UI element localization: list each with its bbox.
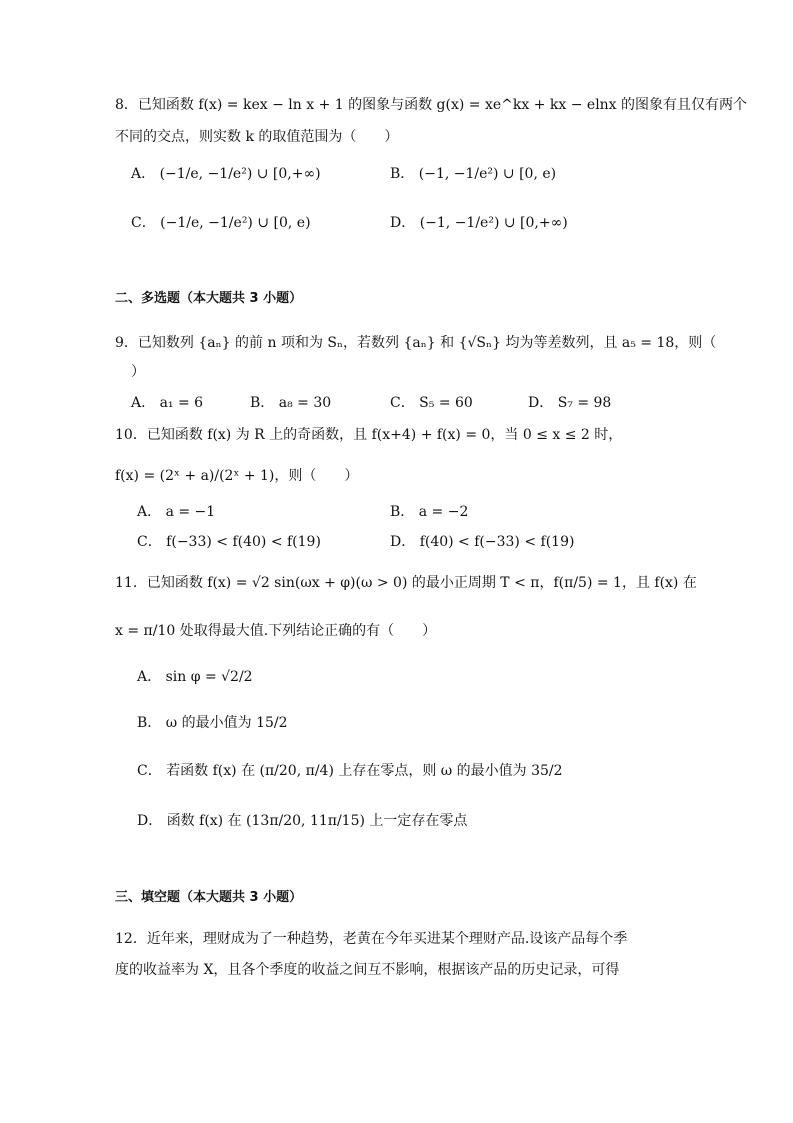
option-label: D． bbox=[528, 395, 554, 411]
q8-option-d bbox=[390, 211, 568, 235]
option-label: A． bbox=[131, 395, 156, 411]
option-text: (−1, −1/e²) ∪ [0,+∞) bbox=[419, 215, 568, 231]
option-text: a = −1 bbox=[165, 504, 216, 520]
option-label: A． bbox=[137, 669, 162, 685]
option-label: C． bbox=[137, 763, 162, 779]
option-text: ω 的最小值为 15/2 bbox=[165, 715, 288, 731]
option-label: D． bbox=[137, 813, 163, 829]
q11-stem-line1: 11．已知函数 f(x) = √2 sin(ωx + φ)(ω > 0) 的最小正周期 T < π，f(π/5) = 1，且 f(x) 在 bbox=[115, 575, 697, 591]
option-label: C． bbox=[390, 395, 415, 411]
q11-option-b bbox=[137, 711, 288, 735]
q9-stem-line2: ） bbox=[131, 364, 145, 380]
option-text: f(40) < f(−33) < f(19) bbox=[419, 534, 575, 550]
option-text: 函数 f(x) 在 (13π/20, 11π/15) 上一定存在零点 bbox=[166, 813, 468, 829]
q11-stem-line2: x = π/10 处取得最大值.下列结论正确的有（ ） bbox=[115, 623, 437, 639]
q8-option-b bbox=[390, 162, 556, 186]
option-label: B． bbox=[137, 715, 162, 731]
option-label: B． bbox=[390, 504, 415, 520]
q9-option-d bbox=[528, 391, 611, 415]
q10-option-d bbox=[390, 530, 574, 554]
q8-stem-line2: 不同的交点，则实数 k 的取值范围为（ ） bbox=[115, 129, 399, 145]
option-text: S₅ = 60 bbox=[419, 395, 473, 411]
option-text: f(−33) < f(40) < f(19) bbox=[166, 534, 321, 550]
q10-option-c bbox=[137, 530, 321, 554]
option-text: a₁ = 6 bbox=[159, 395, 204, 411]
q9-option-c bbox=[390, 391, 473, 415]
q10-stem-line2: f(x) = (2ˣ + a)/(2ˣ + 1)，则（ ） bbox=[115, 468, 359, 484]
q10-stem-line1: 10．已知函数 f(x) 为 R 上的奇函数，且 f(x+4) + f(x) = 0，当 0 ≤ x ≤ 2 时， bbox=[115, 427, 623, 443]
option-text: 若函数 f(x) 在 (π/20, π/4) 上存在零点，则 ω 的最小值为 35/2 bbox=[166, 763, 563, 779]
q12-stem-line2: 度的收益率为 X，且各个季度的收益之间互不影响，根据该产品的历史记录，可得 bbox=[115, 962, 620, 978]
q10-option-b bbox=[390, 500, 468, 524]
option-label: A． bbox=[137, 504, 162, 520]
option-label: A． bbox=[131, 166, 156, 182]
option-label: C． bbox=[131, 215, 156, 231]
q11-option-c bbox=[137, 759, 563, 783]
option-label: B． bbox=[250, 395, 275, 411]
option-label: C． bbox=[137, 534, 162, 550]
q12-stem-line1: 12．近年来，理财成为了一种趋势，老黄在今年买进某个理财产品.设该产品每个季 bbox=[115, 931, 628, 947]
q9-option-b bbox=[250, 391, 331, 415]
q8-stem-line1: 8．已知函数 f(x) = kex − ln x + 1 的图象与函数 g(x) = xe^kx + kx − elnx 的图象有且仅有两个 bbox=[115, 97, 748, 113]
q8-option-a bbox=[131, 162, 321, 186]
option-label: D． bbox=[390, 215, 416, 231]
option-label: B． bbox=[390, 166, 415, 182]
section-multiple-choice-heading: 二、多选题（本大题共 3 小题） bbox=[115, 291, 303, 306]
option-text: S₇ = 98 bbox=[557, 395, 612, 411]
option-text: sin φ = √2/2 bbox=[165, 669, 253, 685]
q11-option-d bbox=[137, 809, 467, 833]
q8-option-c bbox=[131, 211, 311, 235]
option-text: (−1/e, −1/e²) ∪ [0, e) bbox=[160, 215, 311, 231]
section-fill-in-heading: 三、填空题（本大题共 3 小题） bbox=[115, 890, 303, 905]
option-text: (−1, −1/e²) ∪ [0, e) bbox=[418, 166, 557, 182]
option-text: (−1/e, −1/e²) ∪ [0,+∞) bbox=[159, 166, 321, 182]
q9-option-a bbox=[131, 391, 203, 415]
q11-option-a bbox=[137, 665, 253, 689]
option-label: D． bbox=[390, 534, 416, 550]
q9-stem-line1: 9．已知数列 {aₙ} 的前 n 项和为 Sₙ，若数列 {aₙ} 和 {√Sₙ} 均为等差数列，且 a₅ = 18，则（ bbox=[115, 335, 717, 351]
q10-option-a bbox=[137, 500, 215, 524]
option-text: a = −2 bbox=[418, 504, 469, 520]
option-text: a₈ = 30 bbox=[278, 395, 332, 411]
